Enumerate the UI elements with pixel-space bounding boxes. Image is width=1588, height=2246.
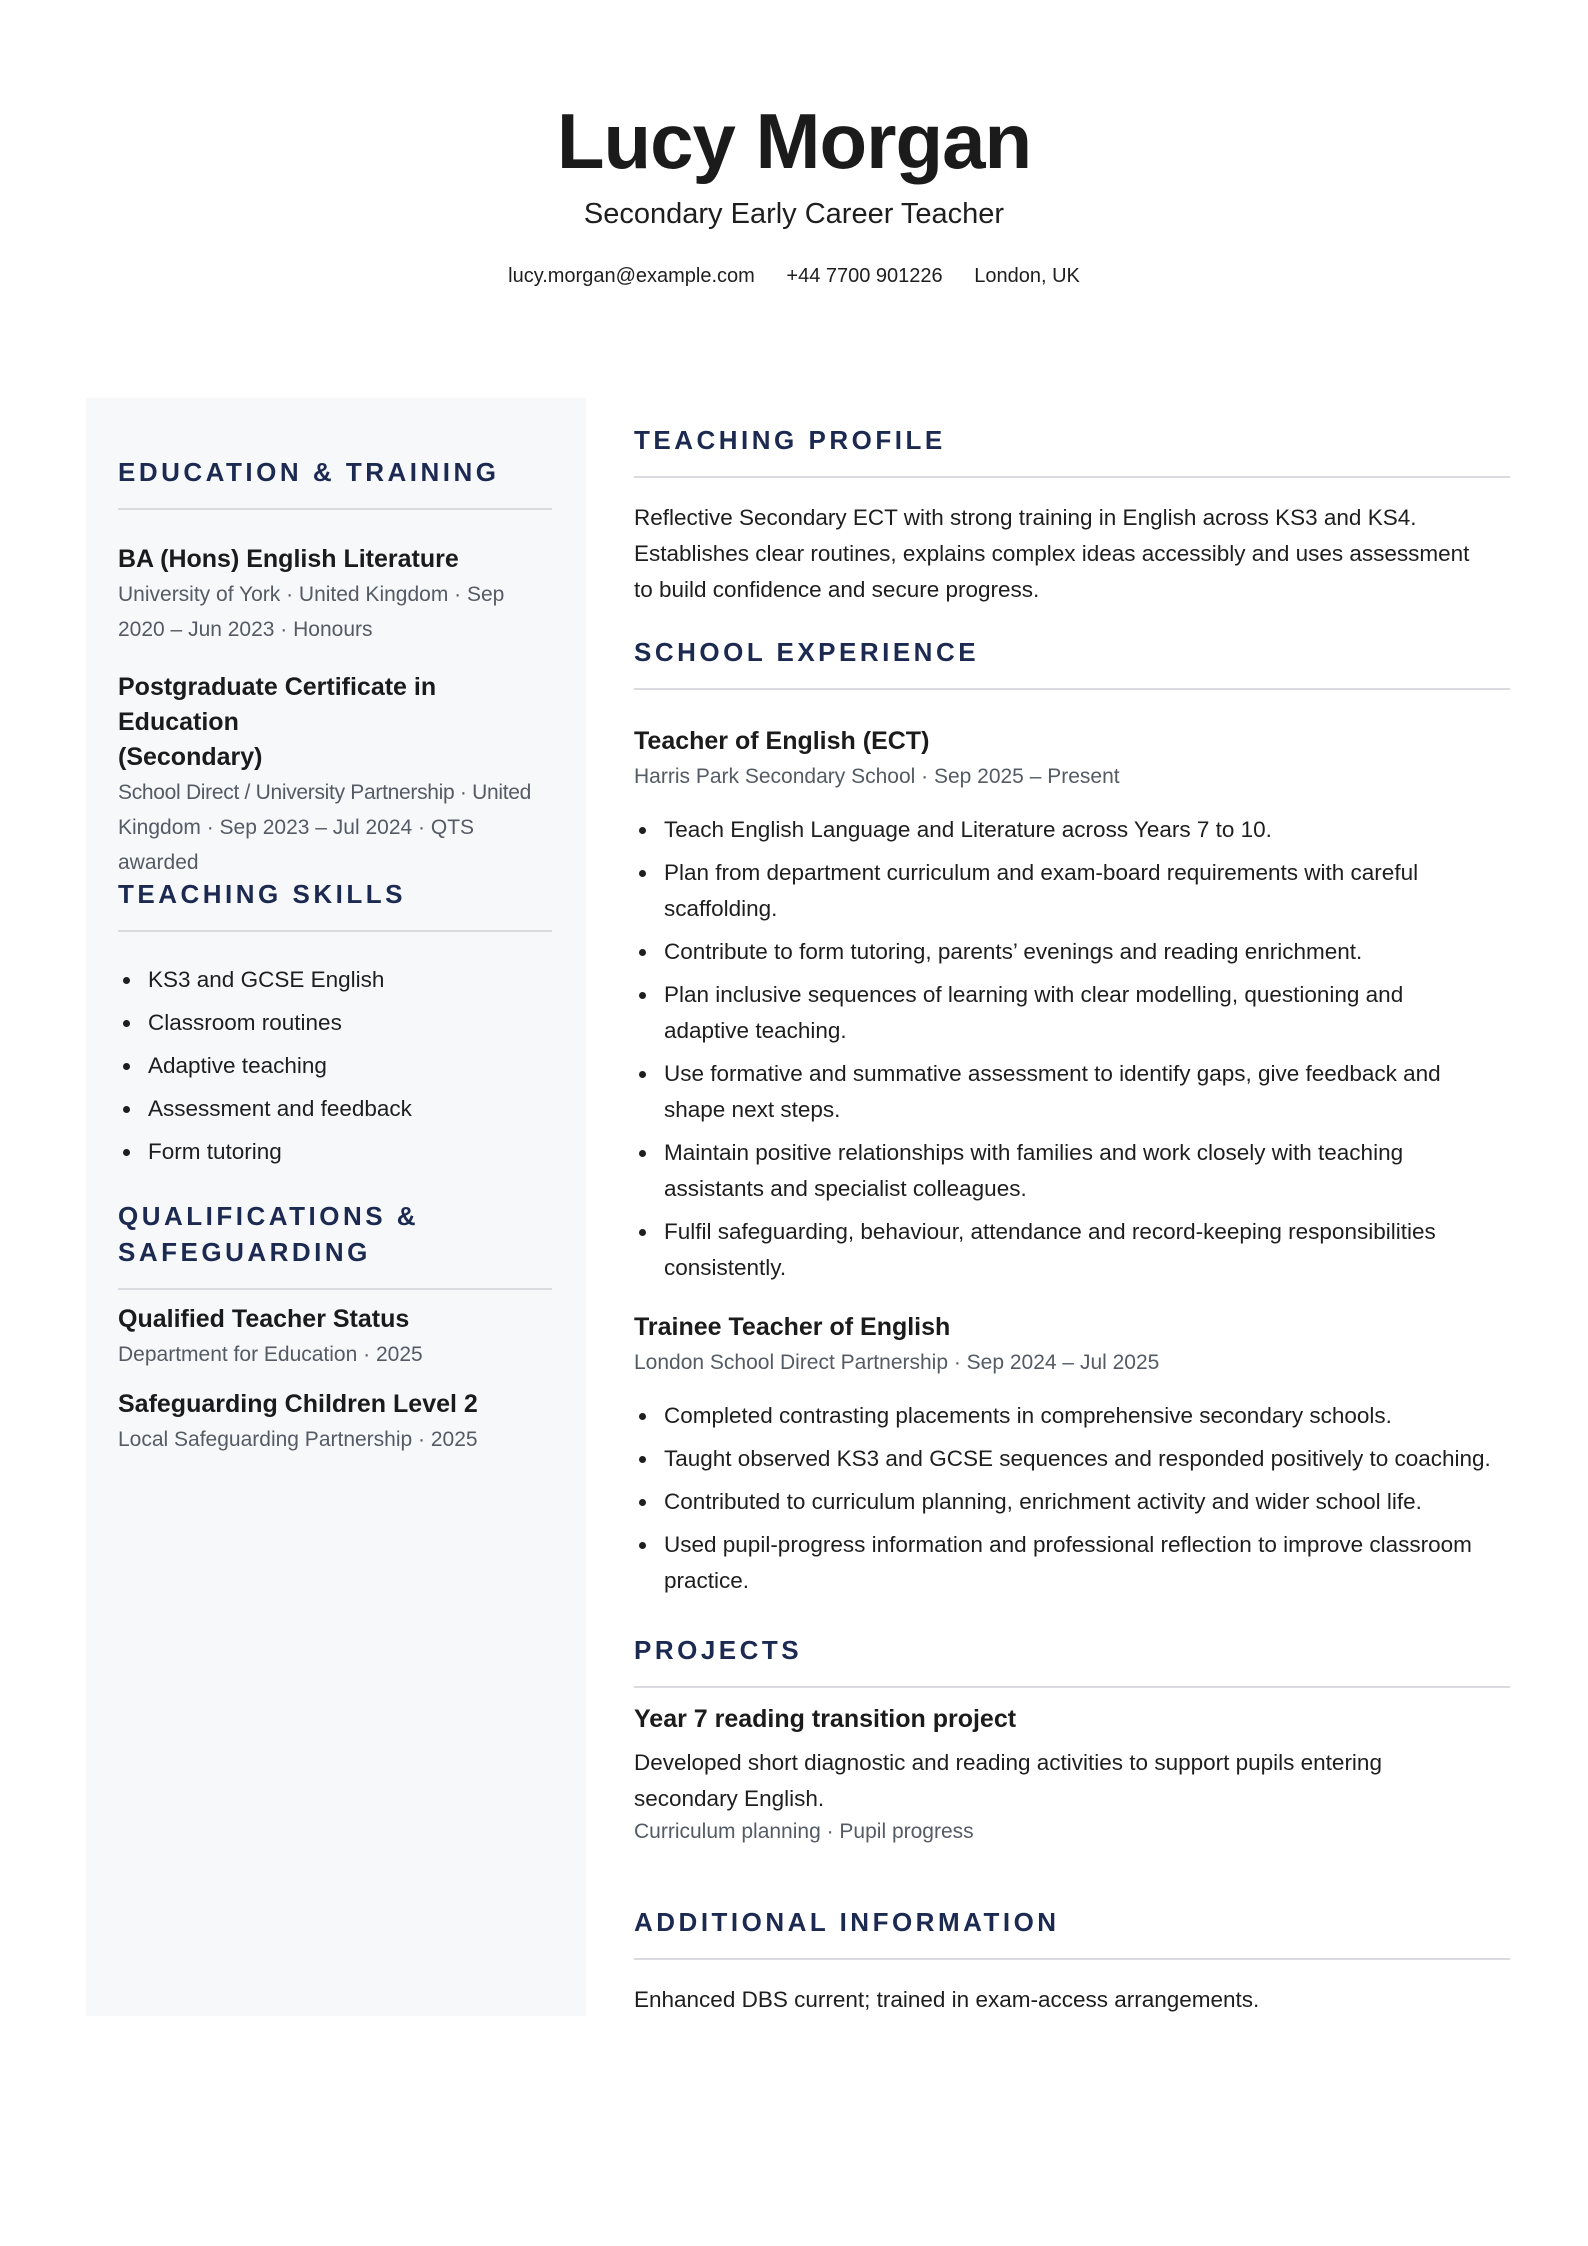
education-detail-line: University of York · United Kingdom · Sep	[118, 583, 505, 606]
education-detail-line: awarded	[118, 851, 199, 874]
list-item: Maintain positive relationships with families and work closely with teaching assistants and specialist colleagues.	[634, 1135, 1534, 1207]
project-item	[634, 1702, 1534, 1847]
contact-phone[interactable]: +44 7700 901226	[786, 265, 943, 287]
job-bullets	[634, 1398, 1534, 1599]
additional-heading: ADDITIONAL INFORMATION	[634, 1907, 1060, 1937]
skills-heading: TEACHING SKILLS	[118, 879, 406, 909]
project-title: Year 7 reading transition project	[634, 1705, 1017, 1733]
education-detail-line: 2020 – Jun 2023 · Honours	[118, 618, 373, 641]
additional-divider	[634, 1958, 1510, 1960]
education-item	[118, 542, 552, 647]
sidebar	[86, 398, 586, 2016]
profile-section	[634, 422, 1510, 478]
list-item: Classroom routines	[118, 1005, 552, 1041]
qualification-detail: Department for Education · 2025	[118, 1343, 423, 1366]
list-item: Assessment and feedback	[118, 1091, 552, 1127]
job-meta: London School Direct Partnership · Sep 2024 – Jul 2025	[634, 1351, 1160, 1374]
job-title: Trainee Teacher of English	[634, 1313, 951, 1341]
projects-section	[634, 1632, 1510, 1688]
list-item: Teach English Language and Literature across Years 7 to 10.	[634, 812, 1534, 848]
education-detail-line: Kingdom · Sep 2023 – Jul 2024 · QTS	[118, 816, 475, 839]
list-item: Used pupil-progress information and professional reflection to improve classroom practice.	[634, 1527, 1534, 1599]
project-desc-line: secondary English.	[634, 1786, 825, 1811]
education-section	[118, 454, 552, 510]
education-degree: BA (Hons) English Literature	[118, 545, 459, 573]
project-tags: Curriculum planning · Pupil progress	[634, 1820, 974, 1843]
qualifications-heading-line: SAFEGUARDING	[118, 1237, 371, 1267]
candidate-title: Secondary Early Career Teacher	[583, 198, 1005, 230]
qualification-title: Qualified Teacher Status	[118, 1305, 410, 1333]
qualifications-heading-line: QUALIFICATIONS &	[118, 1201, 420, 1231]
profile-line: Establishes clear routines, explains complex ideas accessibly and uses assessment	[634, 541, 1470, 566]
project-desc-line: Developed short diagnostic and reading activities to support pupils entering	[634, 1750, 1382, 1775]
education-divider	[118, 508, 552, 510]
profile-divider	[634, 476, 1510, 478]
projects-heading: PROJECTS	[634, 1635, 803, 1665]
experience-heading: SCHOOL EXPERIENCE	[634, 637, 980, 667]
job-header	[634, 1310, 1510, 1380]
list-item: Adaptive teaching	[118, 1048, 552, 1084]
education-heading: EDUCATION & TRAINING	[118, 457, 500, 487]
qualification-title: Safeguarding Children Level 2	[118, 1390, 478, 1418]
job-header	[634, 724, 1510, 794]
education-item	[118, 670, 552, 880]
list-item: KS3 and GCSE English	[118, 962, 552, 998]
education-degree-line: (Secondary)	[118, 743, 263, 771]
projects-divider	[634, 1686, 1510, 1688]
profile-line: to build confidence and secure progress.	[634, 577, 1040, 602]
experience-section	[634, 634, 1510, 690]
job-title: Teacher of English (ECT)	[634, 727, 930, 755]
list-item: Completed contrasting placements in comprehensive secondary schools.	[634, 1398, 1534, 1434]
qualification-item	[118, 1387, 552, 1457]
profile-heading: TEACHING PROFILE	[634, 425, 946, 455]
skills-list	[118, 962, 552, 1170]
list-item: Plan from department curriculum and exam-board requirements with careful scaffolding.	[634, 855, 1534, 927]
skills-section	[118, 876, 552, 932]
profile-line: Reflective Secondary ECT with strong training in English across KS3 and KS4.	[634, 505, 1417, 530]
experience-divider	[634, 688, 1510, 690]
job-meta: Harris Park Secondary School · Sep 2025 – Present	[634, 765, 1120, 788]
qualifications-section	[118, 1198, 552, 1290]
list-item: Contributed to curriculum planning, enrichment activity and wider school life.	[634, 1484, 1534, 1520]
contact-email[interactable]: lucy.morgan@example.com	[508, 265, 755, 287]
list-item: Form tutoring	[118, 1134, 552, 1170]
candidate-name: Lucy Morgan	[556, 97, 1032, 185]
additional-section	[634, 1904, 1510, 1960]
list-item: Fulfil safeguarding, behaviour, attendance and record-keeping responsibilities consistently.	[634, 1214, 1534, 1286]
list-item: Use formative and summative assessment to identify gaps, give feedback and shape next steps.	[634, 1056, 1534, 1128]
contact-location: London, UK	[974, 265, 1080, 287]
profile-text	[634, 500, 1534, 608]
qualifications-divider	[118, 1288, 552, 1290]
job-bullets	[634, 812, 1534, 1286]
qualification-item	[118, 1302, 552, 1372]
qualification-detail: Local Safeguarding Partnership · 2025	[118, 1428, 478, 1451]
list-item: Contribute to form tutoring, parents’ evenings and reading enrichment.	[634, 934, 1534, 970]
contact-line	[0, 262, 1588, 290]
education-degree-line: Postgraduate Certificate in Education	[118, 673, 437, 736]
list-item: Taught observed KS3 and GCSE sequences and responded positively to coaching.	[634, 1441, 1534, 1477]
list-item: Plan inclusive sequences of learning with clear modelling, questioning and adaptive teaching.	[634, 977, 1534, 1049]
additional-text: Enhanced DBS current; trained in exam-access arrangements.	[634, 1987, 1260, 2012]
skills-divider	[118, 930, 552, 932]
education-detail-line: School Direct / University Partnership · United	[118, 781, 532, 804]
